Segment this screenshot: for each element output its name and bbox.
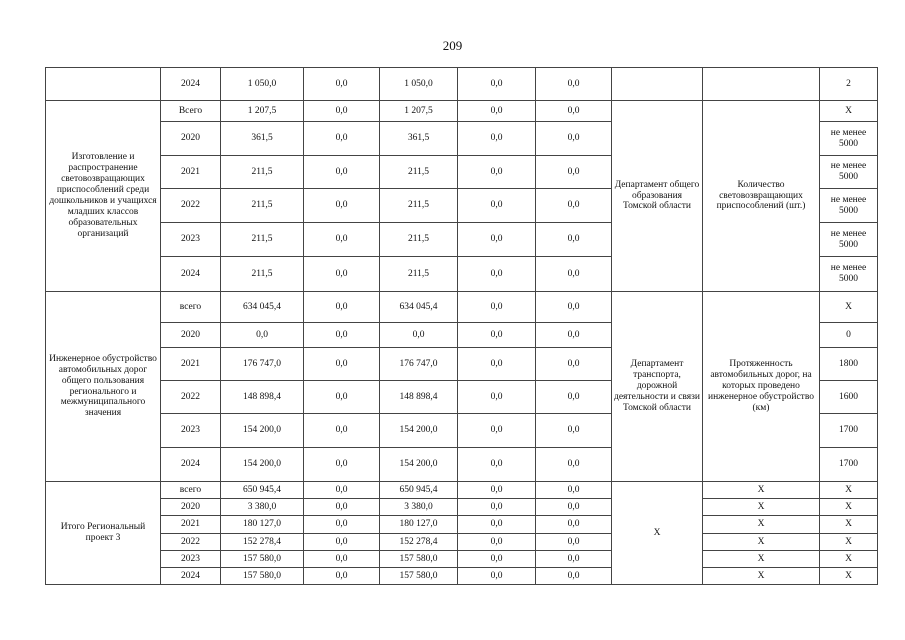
- other-sources-cell: 0,0: [536, 101, 612, 122]
- local-budget-cell: 0,0: [458, 122, 536, 156]
- total-cell: 176 747,0: [221, 348, 304, 381]
- federal-budget-cell: 0,0: [304, 414, 380, 448]
- activity-name-cell: Инженерное обустройство автомобильных дорог общего пользования регионального и межмуниципального значения: [46, 292, 161, 482]
- indicator-value-cell: Х: [820, 551, 878, 568]
- indicator-value-cell: 1700: [820, 414, 878, 448]
- total-cell: 157 580,0: [221, 551, 304, 568]
- regional-budget-cell: 152 278,4: [380, 534, 458, 551]
- local-budget-cell: 0,0: [458, 348, 536, 381]
- total-cell: 211,5: [221, 156, 304, 189]
- regional-budget-cell: 176 747,0: [380, 348, 458, 381]
- other-sources-cell: 0,0: [536, 156, 612, 189]
- year-cell: 2022: [161, 534, 221, 551]
- table-row: [46, 534, 878, 551]
- local-budget-cell: 0,0: [458, 323, 536, 348]
- regional-budget-cell: 157 580,0: [380, 551, 458, 568]
- other-sources-cell: 0,0: [536, 534, 612, 551]
- year-cell: 2023: [161, 551, 221, 568]
- table-row: [46, 516, 878, 534]
- regional-budget-cell: 154 200,0: [380, 448, 458, 482]
- indicator-value-cell: 0: [820, 323, 878, 348]
- department-cell: Департамент транспорта, дорожной деятельности и связи Томской области: [612, 292, 703, 482]
- table-row: [46, 101, 878, 122]
- total-cell: 211,5: [221, 223, 304, 257]
- local-budget-cell: 0,0: [458, 534, 536, 551]
- indicator-cell: Х: [703, 551, 820, 568]
- other-sources-cell: 0,0: [536, 448, 612, 482]
- year-cell: 2021: [161, 516, 221, 534]
- local-budget-cell: 0,0: [458, 156, 536, 189]
- local-budget-cell: 0,0: [458, 381, 536, 414]
- total-cell: 361,5: [221, 122, 304, 156]
- indicator-cell: Протяженность автомобильных дорог, на которых проведено инженерное обустройство (км): [703, 292, 820, 482]
- year-cell: 2024: [161, 568, 221, 585]
- indicator-value-cell: 2: [820, 68, 878, 101]
- indicator-value-cell: Х: [820, 534, 878, 551]
- federal-budget-cell: 0,0: [304, 381, 380, 414]
- local-budget-cell: 0,0: [458, 101, 536, 122]
- other-sources-cell: 0,0: [536, 482, 612, 499]
- indicator-cell: Х: [703, 516, 820, 534]
- local-budget-cell: 0,0: [458, 448, 536, 482]
- total-cell: 180 127,0: [221, 516, 304, 534]
- other-sources-cell: 0,0: [536, 499, 612, 516]
- page-number: 209: [442, 38, 463, 53]
- indicator-value-cell: Х: [820, 482, 878, 499]
- indicator-cell: Х: [703, 482, 820, 499]
- total-cell: 634 045,4: [221, 292, 304, 323]
- table-row: [46, 482, 878, 499]
- federal-budget-cell: 0,0: [304, 499, 380, 516]
- regional-budget-cell: 211,5: [380, 223, 458, 257]
- other-sources-cell: 0,0: [536, 516, 612, 534]
- federal-budget-cell: 0,0: [304, 534, 380, 551]
- year-cell: Всего: [161, 101, 221, 122]
- total-cell: 154 200,0: [221, 414, 304, 448]
- federal-budget-cell: 0,0: [304, 189, 380, 223]
- other-sources-cell: 0,0: [536, 551, 612, 568]
- year-cell: 2024: [161, 68, 221, 101]
- year-cell: 2020: [161, 499, 221, 516]
- year-cell: 2023: [161, 414, 221, 448]
- federal-budget-cell: 0,0: [304, 568, 380, 585]
- indicator-value-cell: не менее 5000: [820, 189, 878, 223]
- local-budget-cell: 0,0: [458, 68, 536, 101]
- indicator-value-cell: 1600: [820, 381, 878, 414]
- total-cell: 3 380,0: [221, 499, 304, 516]
- table-row: [46, 551, 878, 568]
- regional-budget-cell: 650 945,4: [380, 482, 458, 499]
- federal-budget-cell: 0,0: [304, 516, 380, 534]
- federal-budget-cell: 0,0: [304, 348, 380, 381]
- regional-budget-cell: 211,5: [380, 257, 458, 292]
- local-budget-cell: 0,0: [458, 414, 536, 448]
- year-cell: 2022: [161, 381, 221, 414]
- indicator-value-cell: не менее 5000: [820, 156, 878, 189]
- indicator-value-cell: Х: [820, 499, 878, 516]
- federal-budget-cell: 0,0: [304, 101, 380, 122]
- indicator-cell: Количество световозвращающих приспособлений (шт.): [703, 101, 820, 292]
- regional-budget-cell: 157 580,0: [380, 568, 458, 585]
- regional-budget-cell: 1 050,0: [380, 68, 458, 101]
- local-budget-cell: 0,0: [458, 551, 536, 568]
- department-cell: [612, 68, 703, 101]
- table-row: [46, 499, 878, 516]
- federal-budget-cell: 0,0: [304, 156, 380, 189]
- table-row: [46, 568, 878, 585]
- year-cell: 2024: [161, 257, 221, 292]
- regional-budget-cell: 211,5: [380, 189, 458, 223]
- year-cell: 2024: [161, 448, 221, 482]
- other-sources-cell: 0,0: [536, 257, 612, 292]
- activity-name-cell: [46, 68, 161, 101]
- regional-budget-cell: 0,0: [380, 323, 458, 348]
- other-sources-cell: 0,0: [536, 122, 612, 156]
- federal-budget-cell: 0,0: [304, 292, 380, 323]
- local-budget-cell: 0,0: [458, 516, 536, 534]
- indicator-cell: [703, 68, 820, 101]
- indicator-value-cell: Х: [820, 292, 878, 323]
- federal-budget-cell: 0,0: [304, 223, 380, 257]
- local-budget-cell: 0,0: [458, 499, 536, 516]
- indicator-cell: Х: [703, 534, 820, 551]
- table-row: [46, 68, 878, 101]
- federal-budget-cell: 0,0: [304, 68, 380, 101]
- indicator-value-cell: не менее 5000: [820, 257, 878, 292]
- indicator-value-cell: 1700: [820, 448, 878, 482]
- other-sources-cell: 0,0: [536, 68, 612, 101]
- regional-budget-cell: 154 200,0: [380, 414, 458, 448]
- regional-budget-cell: 180 127,0: [380, 516, 458, 534]
- year-cell: 2020: [161, 122, 221, 156]
- other-sources-cell: 0,0: [536, 414, 612, 448]
- other-sources-cell: 0,0: [536, 381, 612, 414]
- indicator-cell: Х: [703, 568, 820, 585]
- budget-table: [45, 67, 878, 585]
- department-cell: Х: [612, 482, 703, 585]
- indicator-value-cell: 1800: [820, 348, 878, 381]
- total-cell: 211,5: [221, 257, 304, 292]
- indicator-value-cell: не менее 5000: [820, 122, 878, 156]
- other-sources-cell: 0,0: [536, 323, 612, 348]
- federal-budget-cell: 0,0: [304, 482, 380, 499]
- other-sources-cell: 0,0: [536, 292, 612, 323]
- other-sources-cell: 0,0: [536, 568, 612, 585]
- federal-budget-cell: 0,0: [304, 122, 380, 156]
- total-cell: 211,5: [221, 189, 304, 223]
- total-cell: 1 050,0: [221, 68, 304, 101]
- total-cell: 152 278,4: [221, 534, 304, 551]
- total-cell: 157 580,0: [221, 568, 304, 585]
- year-cell: 2021: [161, 348, 221, 381]
- indicator-cell: Х: [703, 499, 820, 516]
- activity-name-cell: Итого Региональный проект 3: [46, 482, 161, 585]
- local-budget-cell: 0,0: [458, 568, 536, 585]
- federal-budget-cell: 0,0: [304, 551, 380, 568]
- local-budget-cell: 0,0: [458, 292, 536, 323]
- federal-budget-cell: 0,0: [304, 448, 380, 482]
- year-cell: 2023: [161, 223, 221, 257]
- year-cell: всего: [161, 292, 221, 323]
- local-budget-cell: 0,0: [458, 257, 536, 292]
- total-cell: 148 898,4: [221, 381, 304, 414]
- indicator-value-cell: Х: [820, 101, 878, 122]
- other-sources-cell: 0,0: [536, 189, 612, 223]
- local-budget-cell: 0,0: [458, 482, 536, 499]
- year-cell: 2021: [161, 156, 221, 189]
- indicator-value-cell: не менее 5000: [820, 223, 878, 257]
- regional-budget-cell: 361,5: [380, 122, 458, 156]
- federal-budget-cell: 0,0: [304, 323, 380, 348]
- regional-budget-cell: 211,5: [380, 156, 458, 189]
- year-cell: 2020: [161, 323, 221, 348]
- table-row: [46, 292, 878, 323]
- local-budget-cell: 0,0: [458, 223, 536, 257]
- local-budget-cell: 0,0: [458, 189, 536, 223]
- other-sources-cell: 0,0: [536, 223, 612, 257]
- total-cell: 1 207,5: [221, 101, 304, 122]
- total-cell: 154 200,0: [221, 448, 304, 482]
- indicator-value-cell: Х: [820, 516, 878, 534]
- department-cell: Департамент общего образования Томской области: [612, 101, 703, 292]
- indicator-value-cell: Х: [820, 568, 878, 585]
- federal-budget-cell: 0,0: [304, 257, 380, 292]
- year-cell: 2022: [161, 189, 221, 223]
- activity-name-cell: Изготовление и распространение световозвращающих приспособлений среди дошкольников и учащихся младших классов образовательных организаций: [46, 101, 161, 292]
- total-cell: 0,0: [221, 323, 304, 348]
- regional-budget-cell: 634 045,4: [380, 292, 458, 323]
- other-sources-cell: 0,0: [536, 348, 612, 381]
- regional-budget-cell: 3 380,0: [380, 499, 458, 516]
- year-cell: всего: [161, 482, 221, 499]
- total-cell: 650 945,4: [221, 482, 304, 499]
- regional-budget-cell: 148 898,4: [380, 381, 458, 414]
- regional-budget-cell: 1 207,5: [380, 101, 458, 122]
